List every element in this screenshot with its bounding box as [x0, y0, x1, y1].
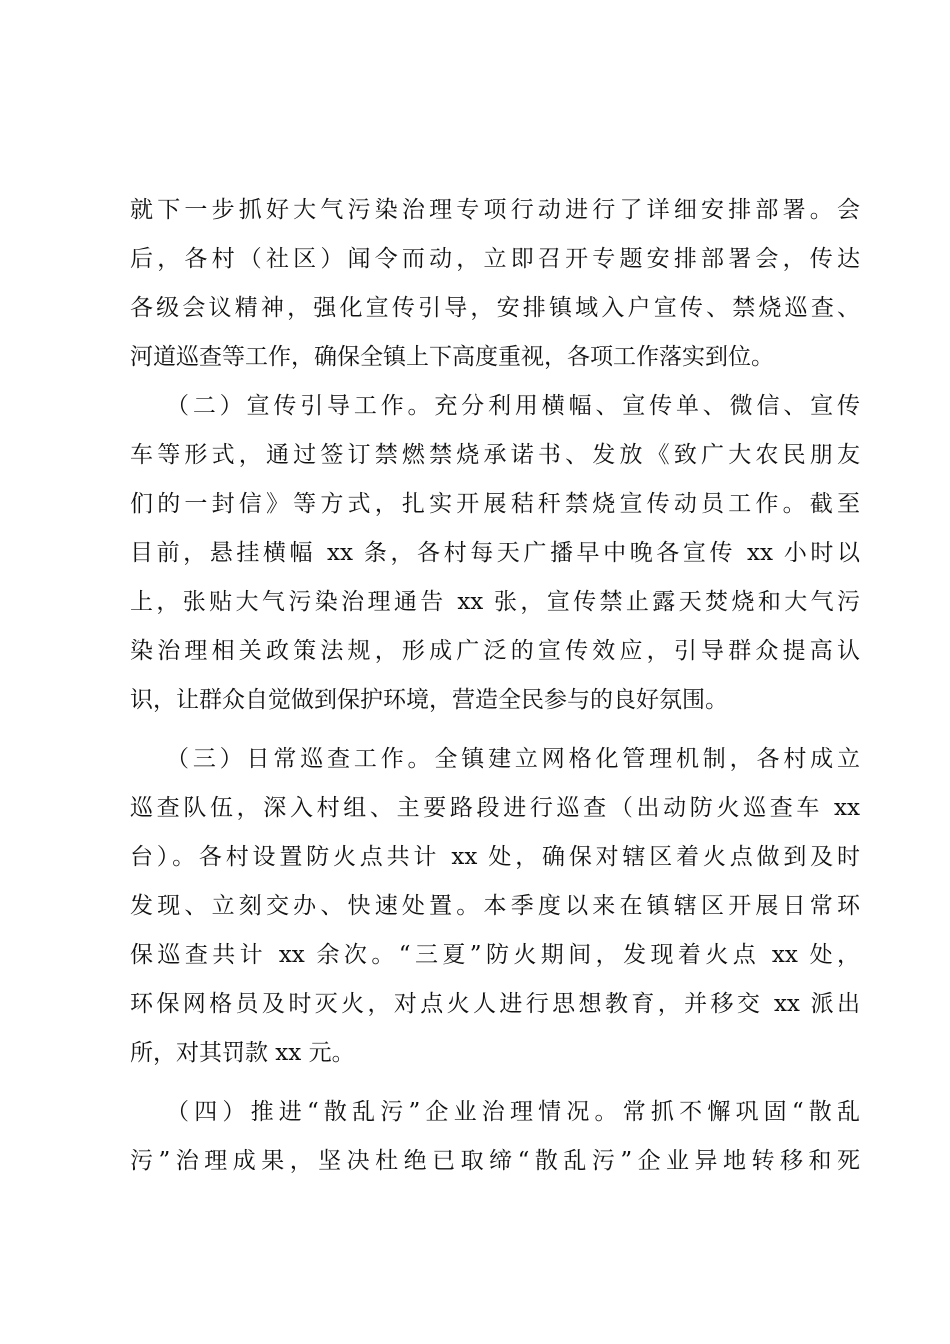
text-line: 目前，悬挂横幅 xx 条，各村每天广播早中晚各宣传 xx 小时以 [130, 540, 860, 566]
paragraph-1 [130, 186, 860, 382]
text-line: 染治理相关政策法规，形成广泛的宣传效应，引导群众提高认 [130, 638, 860, 664]
text-line: （三）日常巡查工作。全镇建立网格化管理机制，各村成立 [166, 746, 860, 772]
paragraph-4 [130, 1088, 860, 1186]
text-line: 就下一步抓好大气污染治理专项行动进行了详细安排部署。会 [130, 197, 860, 223]
text-line: 后，各村（社区）闻令而动，立即召开专题安排部署会，传达 [130, 246, 860, 272]
text-line: 所，对其罚款 xx 元。 [130, 1040, 355, 1066]
text-line: 上，张贴大气污染治理通告 xx 张，宣传禁止露天焚烧和大气污 [130, 589, 860, 615]
text-line: 识，让群众自觉做到保护环境，营造全民参与的良好氛围。 [130, 687, 728, 713]
paragraph-gap [130, 725, 860, 735]
paragraph-2 [130, 382, 860, 725]
text-line: 各级会议精神，强化宣传引导，安排镇域入户宣传、禁烧巡查、 [130, 295, 860, 321]
document-body [130, 186, 860, 1186]
text-line: 巡查队伍，深入村组、主要路段进行巡查（出动防火巡查车 xx [130, 795, 860, 821]
text-line: （二）宣传引导工作。充分利用横幅、宣传单、微信、宣传 [166, 393, 860, 419]
text-line: 环保网格员及时灭火，对点火人进行思想教育，并移交 xx 派出 [130, 991, 860, 1017]
text-line: （四）推进“散乱污”企业治理情况。常抓不懈巩固“散乱 [166, 1099, 860, 1125]
text-line: 台）。各村设置防火点共计 xx 处，确保对辖区着火点做到及时 [130, 844, 860, 870]
paragraph-gap [130, 1078, 860, 1088]
text-line: 河道巡查等工作，确保全镇上下高度重视，各项工作落实到位。 [130, 344, 774, 370]
paragraph-3 [130, 735, 860, 1078]
text-line: 发现、立刻交办、快速处置。本季度以来在镇辖区开展日常环 [130, 893, 860, 919]
text-line: 保巡查共计 xx 余次。“三夏”防火期间，发现着火点 xx 处， [130, 942, 860, 968]
text-line: 污”治理成果，坚决杜绝已取缔“散乱污”企业异地转移和死 [130, 1148, 860, 1174]
text-line: 车等形式，通过签订禁燃禁烧承诺书、发放《致广大农民朋友 [130, 442, 860, 468]
text-line: 们的一封信》等方式，扎实开展秸秆禁烧宣传动员工作。截至 [130, 491, 860, 517]
